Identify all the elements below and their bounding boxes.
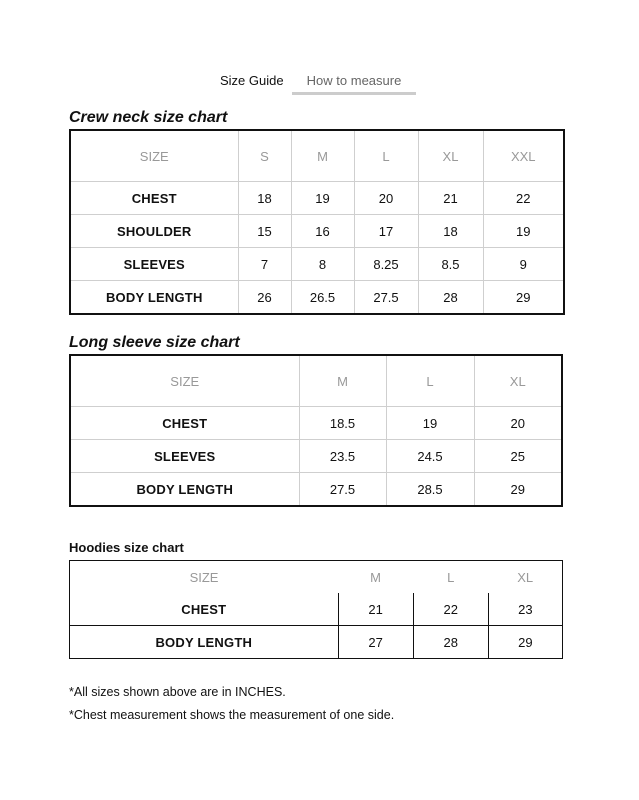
table-cell: 29 (474, 473, 562, 507)
table-cell: 27.5 (354, 281, 418, 315)
table-row (70, 248, 564, 281)
table-cell: 8.25 (354, 248, 418, 281)
table-cell: 28 (418, 281, 483, 315)
table-cell: 26.5 (291, 281, 354, 315)
row-label: CHEST (70, 182, 238, 215)
crew-neck-table (69, 129, 565, 315)
table-row (70, 215, 564, 248)
table-row (70, 626, 563, 659)
table-row (70, 440, 562, 473)
table-cell: 20 (354, 182, 418, 215)
long-sleeve-table (69, 354, 563, 507)
table-cell: 28.5 (386, 473, 474, 507)
size-col-header: S (238, 130, 291, 182)
size-header: SIZE (189, 569, 219, 585)
table-row (70, 473, 562, 507)
size-col-header: L (447, 569, 455, 585)
table-cell: 25 (474, 440, 562, 473)
size-col-header: L (354, 130, 418, 182)
size-col-header: M (291, 130, 354, 182)
table-cell: 15 (238, 215, 291, 248)
row-label: SHOULDER (70, 215, 238, 248)
table-header-row (70, 355, 562, 407)
tab-how-to-measure[interactable]: How to measure (292, 72, 416, 95)
row-label: BODY LENGTH (70, 473, 299, 507)
table-cell: 21 (418, 182, 483, 215)
table-cell: 17 (354, 215, 418, 248)
table-cell: 18.5 (299, 407, 386, 440)
row-label: CHEST (181, 601, 227, 617)
table-cell: 16 (291, 215, 354, 248)
table-row (70, 182, 564, 215)
table-cell: 19 (483, 215, 564, 248)
row-label: CHEST (70, 407, 299, 440)
hoodies-title: Hoodies size chart (69, 540, 184, 555)
size-col-header: L (386, 355, 474, 407)
size-col-header: XXL (483, 130, 564, 182)
table-row (70, 407, 562, 440)
size-col-header: XL (517, 569, 534, 585)
table-row (70, 593, 563, 626)
table-cell: 26 (238, 281, 291, 315)
table-cell: 23 (488, 593, 562, 626)
table-cell: 29 (483, 281, 564, 315)
table-cell: 20 (474, 407, 562, 440)
row-label: SLEEVES (70, 248, 238, 281)
crew-neck-title: Crew neck size chart (69, 109, 228, 126)
table-cell: 19 (386, 407, 474, 440)
table-cell: 27.5 (299, 473, 386, 507)
table-cell: 29 (488, 626, 562, 659)
table-row (70, 281, 564, 315)
table-cell: 18 (418, 215, 483, 248)
size-header: SIZE (70, 130, 238, 182)
size-col-header: XL (418, 130, 483, 182)
table-cell: 23.5 (299, 440, 386, 473)
table-cell: 8 (291, 248, 354, 281)
table-cell: 19 (291, 182, 354, 215)
table-cell: 28 (413, 626, 488, 659)
table-header-row (70, 130, 564, 182)
table-cell: 9 (483, 248, 564, 281)
table-header-row (70, 561, 563, 594)
table-cell: 27 (338, 626, 413, 659)
table-cell: 8.5 (418, 248, 483, 281)
size-col-header: M (370, 569, 382, 585)
size-col-header: M (299, 355, 386, 407)
note-chest: *Chest measurement shows the measurement of one side. (69, 708, 395, 722)
row-label: BODY LENGTH (70, 626, 339, 659)
size-col-header: XL (474, 355, 562, 407)
table-cell: 7 (238, 248, 291, 281)
table-cell: 21 (338, 593, 413, 626)
long-sleeve-title: Long sleeve size chart (69, 334, 240, 351)
size-guide-tabs (0, 72, 639, 96)
table-cell: 22 (483, 182, 564, 215)
hoodies-table (69, 560, 563, 659)
row-label: BODY LENGTH (70, 281, 238, 315)
tab-size-guide[interactable]: Size Guide (220, 73, 284, 88)
size-header: SIZE (70, 355, 299, 407)
table-cell: 24.5 (386, 440, 474, 473)
note-units: *All sizes shown above are in INCHES. (69, 685, 286, 699)
table-cell: 18 (238, 182, 291, 215)
row-label: SLEEVES (70, 440, 299, 473)
table-cell: 22 (413, 593, 488, 626)
